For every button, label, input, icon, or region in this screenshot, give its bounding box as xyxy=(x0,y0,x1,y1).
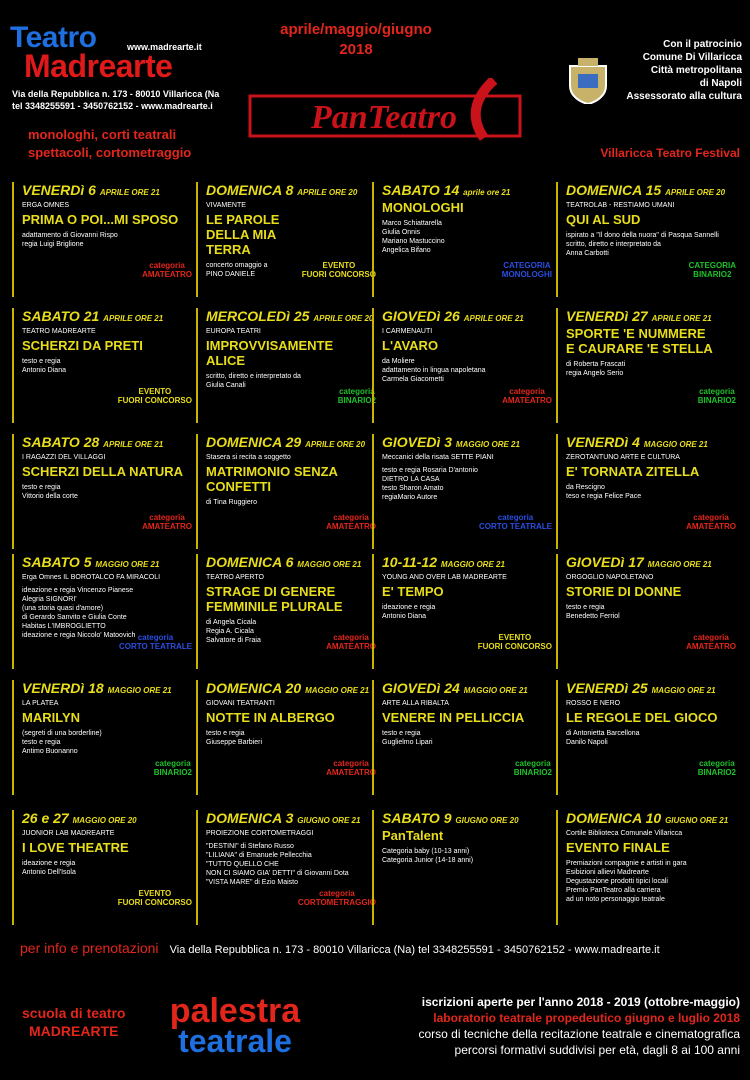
credit-line: Antonio Dell'Isola xyxy=(22,869,76,876)
credit-line: Categoria Junior (14-18 anni) xyxy=(382,857,474,864)
event-time: MAGGIO ORE 20 xyxy=(72,816,137,825)
event-card xyxy=(12,434,198,549)
event-title: LE PAROLE DELLA MIA TERRA xyxy=(206,212,280,257)
credit-line: da Moliere xyxy=(382,358,415,365)
event-title: E' TEMPO xyxy=(382,584,444,599)
event-category: EVENTO FUORI CONCORSO xyxy=(477,633,552,651)
credit-line: testo e regia xyxy=(382,730,421,737)
event-card xyxy=(556,554,742,669)
logo-url: www.madrearte.it xyxy=(127,42,202,52)
credit-line: di Gerardo Sanvito e Giulia Conte xyxy=(22,614,127,621)
event-time: APRILE ORE 21 xyxy=(99,188,160,197)
credit-line: (una storia quasi d'amore) xyxy=(22,605,104,612)
credit-line: DIETRO LA CASA xyxy=(382,476,440,483)
enrollment-line: corso di tecniche della recitazione teatrale e cinematografica xyxy=(418,1027,740,1041)
event-time: APRILE ORE 21 xyxy=(463,314,524,323)
event-category: categoria BINARIO2 xyxy=(153,759,192,777)
event-day: SABATO 5 MAGGIO ORE 21 xyxy=(22,554,160,570)
event-credits xyxy=(382,603,558,621)
event-company: YOUNG AND OVER LAB MADREARTE xyxy=(382,574,507,581)
event-card xyxy=(196,434,382,549)
event-time: MAGGIO ORE 21 xyxy=(643,440,708,449)
event-category: categoria AMATEATRO xyxy=(686,513,736,531)
credit-line: testo e regia xyxy=(566,604,605,611)
event-credits xyxy=(382,357,558,384)
patron-line: Comune Di Villaricca xyxy=(642,52,742,63)
event-card xyxy=(12,680,198,795)
event-card xyxy=(556,810,742,925)
credit-line: scritto, diretto e interpretato da xyxy=(566,241,661,248)
event-day: DOMENICA 10 GIUGNO ORE 21 xyxy=(566,810,729,826)
event-category: EVENTO FUORI CONCORSO xyxy=(117,387,192,405)
event-title: MONOLOGHI xyxy=(382,200,464,215)
info-text: Via della Repubblica n. 173 - 80010 Villaricca (Na) tel 3348255591 - 3450762152 - www.madrearte.it xyxy=(169,944,660,956)
event-time: APRILE ORE 21 xyxy=(651,314,712,323)
festival-name: Villaricca Teatro Festival xyxy=(600,146,740,160)
event-credits xyxy=(22,586,198,640)
event-time: APRILE ORE 20 xyxy=(297,188,358,197)
credit-line: Carmela Giacometti xyxy=(382,376,444,383)
event-card xyxy=(196,810,382,925)
event-title: MATRIMONIO SENZA CONFETTI xyxy=(206,464,338,494)
credit-line: adattamento in lingua napoletana xyxy=(382,367,486,374)
credit-line: scritto, diretto e interpretato da xyxy=(206,373,301,380)
event-company: GIOVANI TEATRANTI xyxy=(206,700,275,707)
credit-line: Premiazioni compagnie e artisti in gara xyxy=(566,860,687,867)
event-title: PRIMA O POI...MI SPOSO xyxy=(22,212,179,227)
event-day: VENERDì 27 APRILE ORE 21 xyxy=(566,308,712,324)
event-day: SABATO 14 aprile ore 21 xyxy=(382,182,511,198)
event-card xyxy=(556,680,742,795)
event-time: APRILE ORE 20 xyxy=(665,188,726,197)
credit-line: Angelica Bifano xyxy=(382,247,431,254)
event-card xyxy=(372,434,558,549)
event-time: MAGGIO ORE 21 xyxy=(107,686,172,695)
event-card xyxy=(12,182,198,297)
credit-line: testo e regia Rosaria D'antonio xyxy=(382,467,478,474)
dates-line1: aprile/maggio/giugno xyxy=(280,21,432,38)
event-card xyxy=(556,182,742,297)
event-card xyxy=(12,810,198,925)
credit-line: regia Luigi Briglione xyxy=(22,241,84,248)
event-day: DOMENICA 6 MAGGIO ORE 21 xyxy=(206,554,362,570)
event-company: TEATROLAB - RESTIAMO UMANI xyxy=(566,202,675,209)
event-day: VENERDì 18 MAGGIO ORE 21 xyxy=(22,680,172,696)
event-company: VIVAMENTE xyxy=(206,202,246,209)
event-credits xyxy=(382,729,558,747)
credit-line: ideazione e regia Niccolo' Matoovich xyxy=(22,632,136,639)
credit-line: teso e regia Felice Pace xyxy=(566,493,642,500)
event-credits xyxy=(566,729,742,747)
enrollment-line: percorsi formativi suddivisi per età, dagli 8 ai 100 anni xyxy=(454,1043,740,1057)
event-card xyxy=(12,308,198,423)
event-day: DOMENICA 8 APRILE ORE 20 xyxy=(206,182,358,198)
event-title: MARILYN xyxy=(22,710,81,725)
panteatro-logo xyxy=(244,78,534,148)
event-credits xyxy=(566,483,742,501)
credit-line: "VISTA MARE" di Ezio Maisto xyxy=(206,879,298,886)
event-time: APRILE ORE 20 xyxy=(305,440,366,449)
credit-line: regiaMario Autore xyxy=(382,494,438,501)
event-day: MERCOLEDì 25 APRILE ORE 20 xyxy=(206,308,374,324)
event-day: GIOVEDì 24 MAGGIO ORE 21 xyxy=(382,680,528,696)
credit-line: Premio PanTeatro alla carriera xyxy=(566,887,661,894)
madrearte-logo xyxy=(10,21,173,84)
event-card xyxy=(372,308,558,423)
event-card xyxy=(556,434,742,549)
event-category: categoria BINARIO2 xyxy=(697,387,736,405)
credit-line: Salvatore di Fraia xyxy=(206,637,261,644)
event-title: LE REGOLE DEL GIOCO xyxy=(566,710,718,725)
event-card xyxy=(372,554,558,669)
credit-line: Categoria baby (10-13 anni) xyxy=(382,848,470,855)
enrollment-info xyxy=(320,994,740,1058)
event-title: QUI AL SUD xyxy=(566,212,641,227)
credit-line: Giulia Onnis xyxy=(382,229,421,236)
credit-line: "DESTINI" di Stefano Russo xyxy=(206,843,294,850)
festival-dates xyxy=(256,20,456,60)
patronage xyxy=(592,38,742,103)
event-credits xyxy=(566,859,742,904)
school-line1: scuola di teatro xyxy=(22,1005,126,1021)
event-time: MAGGIO ORE 21 xyxy=(305,686,370,695)
credit-line: "LILIANA" di Emanuele Pellecchia xyxy=(206,852,312,859)
credit-line: Giulia Canali xyxy=(206,382,246,389)
credit-line: ideazione e regia xyxy=(22,860,76,867)
event-time: MAGGIO ORE 21 xyxy=(647,560,712,569)
event-time: APRILE ORE 20 xyxy=(313,314,374,323)
palestra-logo xyxy=(160,992,310,1059)
event-time: MAGGIO ORE 21 xyxy=(297,560,362,569)
event-day: DOMENICA 29 APRILE ORE 20 xyxy=(206,434,366,450)
event-company: ARTE ALLA RIBALTA xyxy=(382,700,449,707)
credit-line: testo Sharon Amato xyxy=(382,485,444,492)
event-card xyxy=(12,554,198,669)
event-day: 10-11-12 MAGGIO ORE 21 xyxy=(382,554,505,570)
event-title: SPORTE 'E NUMMERE E CAURARE 'E STELLA xyxy=(566,326,713,356)
event-title: EVENTO FINALE xyxy=(566,840,670,855)
event-day: SABATO 9 GIUGNO ORE 20 xyxy=(382,810,519,826)
info-line xyxy=(20,940,740,956)
event-category: EVENTO FUORI CONCORSO xyxy=(301,261,376,279)
event-credits xyxy=(206,498,382,507)
credit-line: da Rescigno xyxy=(566,484,605,491)
event-company: ERGA OMNES xyxy=(22,202,70,209)
event-day: GIOVEDì 17 MAGGIO ORE 21 xyxy=(566,554,712,570)
school-title xyxy=(22,1004,125,1040)
event-category: CATEGORIA BINARIO2 xyxy=(688,261,736,279)
event-category: categoria AMATEATRO xyxy=(326,513,376,531)
school-line2: MADREARTE xyxy=(29,1023,119,1039)
credit-line: Esibizioni allievi Madrearte xyxy=(566,869,649,876)
header-genres xyxy=(28,126,191,162)
event-time: aprile ore 21 xyxy=(463,188,511,197)
event-time: GIUGNO ORE 20 xyxy=(455,816,519,825)
panteatro-logo-text: PanTeatro xyxy=(310,99,458,136)
credit-line: adattamento di Giovanni Rispo xyxy=(22,232,118,239)
event-card xyxy=(196,182,382,297)
credit-line: testo e regia xyxy=(22,739,61,746)
credit-line: Vittorio della corte xyxy=(22,493,78,500)
event-time: MAGGIO ORE 21 xyxy=(455,440,520,449)
event-title: NOTTE IN ALBERGO xyxy=(206,710,335,725)
event-time: MAGGIO ORE 21 xyxy=(651,686,716,695)
event-credits xyxy=(22,357,198,375)
credit-line: testo e regia xyxy=(206,730,245,737)
event-title: L'AVARO xyxy=(382,338,439,353)
info-label: per info e prenotazioni xyxy=(20,940,159,956)
event-time: MAGGIO ORE 21 xyxy=(463,686,528,695)
genre-line2: spettacoli, cortometraggio xyxy=(28,145,192,160)
logo-line1: Teatro xyxy=(10,21,97,54)
event-company: Erga Omnes IL BOROTALCO FA MIRACOLI xyxy=(22,574,161,581)
event-title: SCHERZI DELLA NATURA xyxy=(22,464,184,479)
event-category: CATEGORIA MONOLOGHI xyxy=(501,261,552,279)
genre-line1: monologhi, corti teatrali xyxy=(28,127,177,142)
event-company: TEATRO APERTO xyxy=(206,574,264,581)
patron-line: Assessorato alla cultura xyxy=(626,91,742,102)
credit-line: testo e regia xyxy=(22,484,61,491)
credit-line: Alegria SIGNORI' xyxy=(22,596,77,603)
enrollment-line: laboratorio teatrale propedeutico giugno e luglio 2018 xyxy=(433,1011,740,1025)
credit-line: Antimo Buonanno xyxy=(22,748,78,755)
event-day: SABATO 21 APRILE ORE 21 xyxy=(22,308,164,324)
event-time: APRILE ORE 21 xyxy=(103,440,164,449)
event-day: DOMENICA 20 MAGGIO ORE 21 xyxy=(206,680,370,696)
credit-line: di Roberta Frascati xyxy=(566,361,626,368)
credit-line: Mariano Mastuccino xyxy=(382,238,445,245)
event-company: PROIEZIONE CORTOMETRAGGI xyxy=(206,830,314,837)
event-company: I CARMENAUTI xyxy=(382,328,433,335)
event-day: GIOVEDì 3 MAGGIO ORE 21 xyxy=(382,434,520,450)
credit-line: Antonio Diana xyxy=(382,613,426,620)
event-category: categoria AMATEATRO xyxy=(142,513,192,531)
event-day: GIOVEDì 26 APRILE ORE 21 xyxy=(382,308,524,324)
patron-line: Con il patrocinio xyxy=(663,39,742,50)
credit-line: Anna Carbotti xyxy=(566,250,609,257)
event-time: APRILE ORE 21 xyxy=(103,314,164,323)
event-card xyxy=(196,308,382,423)
credit-line: di Antonietta Barcellona xyxy=(566,730,640,737)
patron-line: di Napoli xyxy=(699,78,742,89)
event-company: Meccanici della risata SETTE PIANI xyxy=(382,454,494,461)
event-card xyxy=(372,182,558,297)
event-day: DOMENICA 3 GIUGNO ORE 21 xyxy=(206,810,361,826)
credit-line: di Tina Ruggiero xyxy=(206,499,257,506)
event-credits xyxy=(22,483,198,501)
event-company: Cortile Biblioteca Comunale Villaricca xyxy=(566,830,683,837)
event-company: ROSSO E NERO xyxy=(566,700,621,707)
credit-line: di Angela Cicala xyxy=(206,619,257,626)
event-credits xyxy=(566,603,742,621)
event-credits xyxy=(382,847,558,865)
credit-line: Degustazione prodotti tipici locali xyxy=(566,878,668,885)
event-title: STRAGE DI GENERE FEMMINILE PLURALE xyxy=(206,584,343,614)
credit-line: ideazione e regia Vincenzo Pianese xyxy=(22,587,134,594)
event-time: GIUGNO ORE 21 xyxy=(297,816,361,825)
event-category: categoria AMATEATRO xyxy=(326,759,376,777)
event-category: categoria AMATEATRO xyxy=(326,633,376,651)
event-title: IMPROVVISAMENTE ALICE xyxy=(206,338,334,368)
event-card xyxy=(196,680,382,795)
event-card xyxy=(372,810,558,925)
event-credits xyxy=(22,859,198,877)
credit-line: Benedetto Ferriol xyxy=(566,613,620,620)
event-card xyxy=(372,680,558,795)
event-company: JUONIOR LAB MADREARTE xyxy=(22,830,115,837)
credit-line: ideazione e regia xyxy=(382,604,436,611)
event-credits xyxy=(22,231,198,249)
credit-line: Giuseppe Barbieri xyxy=(206,739,263,746)
event-category: categoria AMATEATRO xyxy=(142,261,192,279)
palestra-line2: teatrale xyxy=(178,1023,292,1059)
address-line2: tel 3348255591 - 3450762152 - www.madrearte.i xyxy=(12,101,213,111)
event-title: I LOVE THEATRE xyxy=(22,840,129,855)
credit-line: ad un noto personaggio teatrale xyxy=(566,896,665,903)
credit-line: PINO DANIELE xyxy=(206,271,256,278)
credit-line: Regia A. Cicala xyxy=(206,628,254,635)
event-title: PanTalent xyxy=(382,828,444,843)
event-company: I RAGAZZI DEL VILLAGGI xyxy=(22,454,106,461)
event-day: SABATO 28 APRILE ORE 21 xyxy=(22,434,164,450)
event-category: EVENTO FUORI CONCORSO xyxy=(117,889,192,907)
event-company: ZEROTANTUNO ARTE E CULTURA xyxy=(566,454,680,461)
event-day: VENERDì 25 MAGGIO ORE 21 xyxy=(566,680,716,696)
address-line1: Via della Repubblica n. 173 - 80010 Villaricca (Na xyxy=(12,89,220,99)
event-credits xyxy=(382,219,558,255)
event-day: DOMENICA 15 APRILE ORE 20 xyxy=(566,182,726,198)
event-title: E' TORNATA ZITELLA xyxy=(566,464,700,479)
event-category: categoria AMATEATRO xyxy=(686,633,736,651)
event-card xyxy=(196,554,382,669)
dates-line2: 2018 xyxy=(339,41,373,58)
event-category: categoria AMATEATRO xyxy=(502,387,552,405)
event-title: STORIE DI DONNE xyxy=(566,584,682,599)
event-company: ORGOGLIO NAPOLETANO xyxy=(566,574,654,581)
event-category: categoria CORTO TEATRALE xyxy=(118,633,192,651)
event-credits xyxy=(206,729,382,747)
event-category: categoria BINARIO2 xyxy=(513,759,552,777)
logo-line2: Madrearte xyxy=(24,48,173,84)
event-company: LA PLATEA xyxy=(22,700,59,707)
credit-line: regia Angelo Serio xyxy=(566,370,624,377)
credit-line: testo e regia xyxy=(22,358,61,365)
event-credits xyxy=(382,466,558,502)
header-address xyxy=(12,88,219,112)
event-company: TEATRO MADREARTE xyxy=(22,328,96,335)
event-category: categoria CORTOMETRAGGIO xyxy=(297,889,376,907)
credit-line: concerto omaggio a xyxy=(206,262,268,269)
event-category: categoria BINARIO2 xyxy=(337,387,376,405)
patron-line: Città metropolitana xyxy=(650,65,742,76)
palestra-line1: palestra xyxy=(169,992,301,1030)
event-credits xyxy=(566,360,742,378)
event-credits xyxy=(22,729,198,756)
event-card xyxy=(556,308,742,423)
credit-line: (segreti di una borderline) xyxy=(22,730,102,737)
event-credits xyxy=(206,842,382,887)
credit-line: Marco Schiattarella xyxy=(382,220,442,227)
event-title: SCHERZI DA PRETI xyxy=(22,338,143,353)
enrollment-line: iscrizioni aperte per l'anno 2018 - 2019 (ottobre-maggio) xyxy=(421,995,740,1009)
credit-line: ispirato a "Il dono della nuora" di Pasqua Sannelli xyxy=(566,232,719,239)
event-category: categoria BINARIO2 xyxy=(697,759,736,777)
credit-line: NON CI SIAMO GIA' DETTI" di Giovanni Dota xyxy=(206,870,349,877)
event-time: MAGGIO ORE 21 xyxy=(95,560,160,569)
event-day: VENERDì 6 APRILE ORE 21 xyxy=(22,182,160,198)
event-company: Stasera si recita a soggetto xyxy=(206,454,291,461)
event-credits xyxy=(566,231,742,258)
credit-line: Antonio Diana xyxy=(22,367,66,374)
credit-line: Guglielmo Lipari xyxy=(382,739,433,746)
event-day: 26 e 27 MAGGIO ORE 20 xyxy=(22,810,137,826)
event-category: categoria CORTO TEATRALE xyxy=(478,513,552,531)
event-time: MAGGIO ORE 21 xyxy=(440,560,505,569)
credit-line: Danilo Napoli xyxy=(566,739,608,746)
credit-line: Habitas L'IMBROGLIETTO xyxy=(22,623,106,630)
event-day: VENERDì 4 MAGGIO ORE 21 xyxy=(566,434,708,450)
event-title: VENERE IN PELLICCIA xyxy=(382,710,525,725)
credit-line: "TUTTO QUELLO CHE xyxy=(206,861,279,868)
event-company: EUROPA TEATRI xyxy=(206,328,261,335)
event-time: GIUGNO ORE 21 xyxy=(665,816,729,825)
